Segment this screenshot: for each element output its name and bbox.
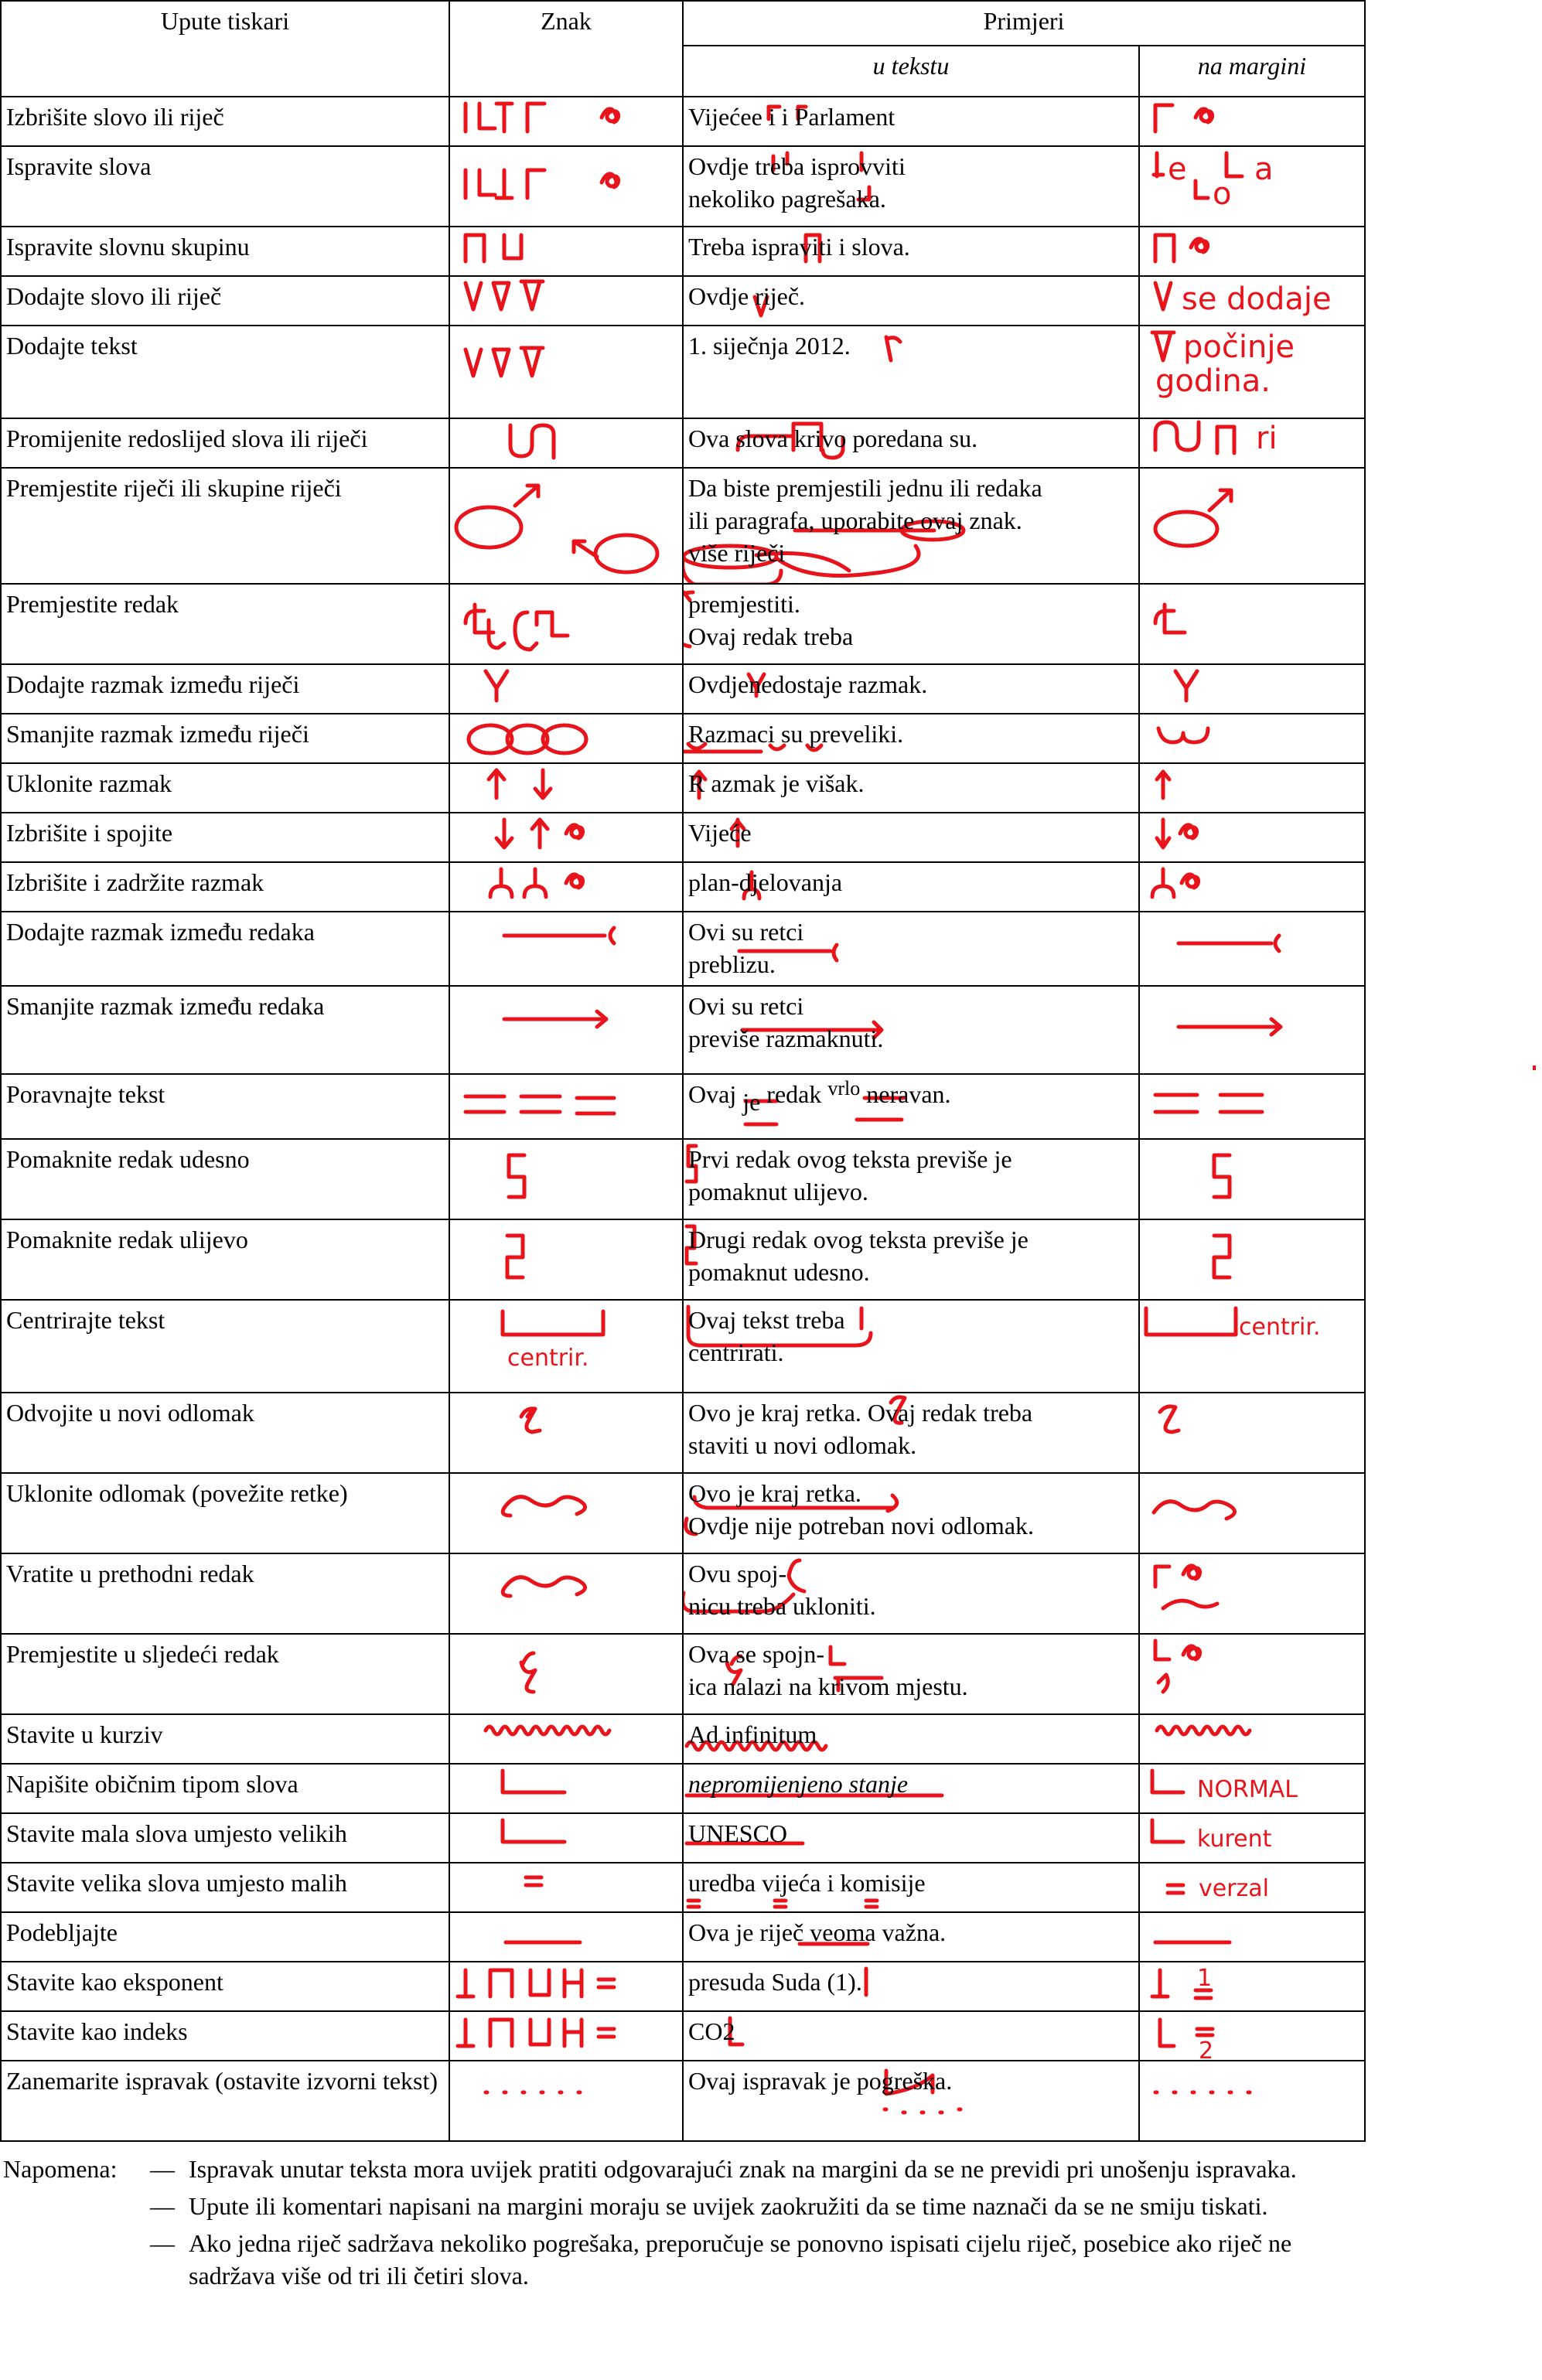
- example-in-margin-mark-icon: [1139, 1473, 1365, 1553]
- instruction-cell: Zanemarite ispravak (ostavite izvorni tekst): [1, 2061, 449, 2141]
- instruction-cell: Pomaknite redak udesno: [1, 1139, 449, 1219]
- instruction-cell: Dodajte razmak između redaka: [1, 912, 449, 986]
- note-item: [0, 2190, 1361, 2222]
- sign-mark-icon: [449, 1764, 683, 1813]
- instruction-cell: Stavite kao eksponent: [1, 1962, 449, 2011]
- mark-row: [1, 1473, 1365, 1553]
- example-in-text-cell: [683, 2011, 1139, 2061]
- sign-mark-icon: [449, 227, 683, 276]
- example-line: CO2: [688, 2017, 735, 2045]
- sign-mark-icon: [449, 146, 683, 227]
- example-in-margin-mark-icon: [1139, 468, 1365, 584]
- instruction-cell: Centrirajte tekst: [1, 1300, 449, 1393]
- example-in-margin-mark-icon: [1139, 1074, 1365, 1139]
- instruction-cell: Stavite mala slova umjesto velikih: [1, 1813, 449, 1863]
- instruction-cell: Stavite u kurziv: [1, 1714, 449, 1764]
- mark-row: [1, 1139, 1365, 1219]
- mark-row: [1, 418, 1365, 468]
- example-in-text-cell: [683, 1634, 1139, 1714]
- example-in-margin-mark-icon: [1139, 1764, 1365, 1813]
- example-line: Ovdje nije potreban novi odlomak.: [688, 1512, 1035, 1539]
- mark-row: [1, 1219, 1365, 1300]
- example-line: Ovo je kraj retka. Ovaj redak treba: [688, 1399, 1033, 1427]
- example-line: preblizu.: [688, 950, 776, 978]
- example-in-text-cell: [683, 468, 1139, 584]
- instruction-cell: Poravnajte tekst: [1, 1074, 449, 1139]
- example-line: više riječi: [688, 539, 786, 567]
- mark-row: [1, 714, 1365, 763]
- handwritten-annotation: ri: [1256, 421, 1278, 456]
- sign-mark-icon: [449, 1219, 683, 1300]
- example-in-text-cell: [683, 763, 1139, 813]
- instruction-cell: Ispravite slovnu skupinu: [1, 227, 449, 276]
- example-in-text-cell: Ovaj je redak $^{vrlo}$ neravan.: [683, 1074, 1139, 1139]
- example-in-margin-mark-icon: [1139, 1912, 1365, 1962]
- example-in-text-cell: [683, 813, 1139, 862]
- sign-mark-icon: [449, 714, 683, 763]
- example-line: Ovi su retci: [688, 992, 804, 1020]
- sign-mark-icon: [449, 1473, 683, 1553]
- example-in-margin-mark-icon: [1139, 1553, 1365, 1634]
- example-line: Ovu spoj-: [688, 1560, 787, 1587]
- mark-row: [1, 1714, 1365, 1764]
- example-line: pomaknut ulijevo.: [688, 1178, 868, 1205]
- example-in-text-cell: [683, 1553, 1139, 1634]
- example-line: Prvi redak ovog teksta previše je: [688, 1145, 1012, 1173]
- notes-label: Napomena:: [3, 2155, 118, 2183]
- example-in-margin-mark-icon: [1139, 714, 1365, 763]
- sign-mark-icon: [449, 1139, 683, 1219]
- note-dash: —: [150, 2192, 175, 2220]
- example-in-text-cell: [683, 1139, 1139, 1219]
- mark-row: [1, 326, 1365, 418]
- example-in-margin-mark-icon: [1139, 146, 1365, 227]
- handwritten-annotation: se dodaje: [1182, 281, 1332, 317]
- instruction-cell: Dodajte tekst: [1, 326, 449, 418]
- example-in-margin-mark-icon: [1139, 1139, 1365, 1219]
- example-line: pomaknut udesno.: [688, 1258, 870, 1286]
- example-in-margin-mark-icon: [1139, 326, 1365, 418]
- example-in-text-cell: [683, 326, 1139, 418]
- example-in-text-cell: [683, 1863, 1139, 1912]
- example-line: UNESCO: [688, 1819, 788, 1847]
- instruction-cell: Premjestite u sljedeći redak: [1, 1634, 449, 1714]
- header-instructions: Upute tiskari: [1, 1, 449, 97]
- example-in-text-cell: [683, 862, 1139, 912]
- header-examples: Primjeri: [683, 1, 1365, 46]
- mark-row: [1, 1912, 1365, 1962]
- example-in-text-cell: [683, 227, 1139, 276]
- example-in-text-cell: [683, 1473, 1139, 1553]
- example-in-margin-mark-icon: [1139, 227, 1365, 276]
- instruction-cell: Premjestite redak: [1, 584, 449, 664]
- example-in-margin-mark-icon: [1139, 97, 1365, 146]
- example-line: Ovo je kraj retka.: [688, 1479, 861, 1507]
- example-in-text-cell: [683, 1219, 1139, 1300]
- example-in-text-cell: [683, 986, 1139, 1074]
- sign-mark-icon: [449, 326, 683, 418]
- example-line: presuda Suda (1).: [688, 1968, 862, 1996]
- example-in-text-cell: [683, 146, 1139, 227]
- example-in-text-cell: [683, 2061, 1139, 2141]
- instruction-cell: Uklonite razmak: [1, 763, 449, 813]
- instruction-cell: Stavite velika slova umjesto malih: [1, 1863, 449, 1912]
- header-in-text: u tekstu: [683, 46, 1139, 97]
- example-line: Drugi redak ovog teksta previše je: [688, 1226, 1029, 1253]
- mark-row: [1, 97, 1365, 146]
- example-line: nekoliko pagrešaka.: [688, 185, 886, 213]
- header-sign: Znak: [449, 1, 683, 97]
- mark-row: [1, 1634, 1365, 1714]
- example-in-margin-mark-icon: [1139, 1634, 1365, 1714]
- example-in-margin-mark-icon: [1139, 1219, 1365, 1300]
- example-line: plan-djelovanja: [688, 868, 843, 896]
- example-in-margin-mark-icon: [1139, 763, 1365, 813]
- sign-mark-icon: [449, 2011, 683, 2061]
- sign-mark-icon: [449, 418, 683, 468]
- example-line: uredba vijeća i komisije: [688, 1869, 926, 1897]
- example-line: Ovi su retci: [688, 918, 804, 946]
- example-line: nicu treba ukloniti.: [688, 1592, 876, 1620]
- example-in-text-cell: [683, 1912, 1139, 1962]
- handwritten-annotation: centrir.: [507, 1345, 589, 1372]
- example-line: Ad infinitum: [688, 1720, 817, 1748]
- example-in-margin-mark-icon: [1139, 664, 1365, 714]
- instruction-cell: Vratite u prethodni redak: [1, 1553, 449, 1634]
- instruction-cell: Dodajte razmak između riječi: [1, 664, 449, 714]
- example-in-text-cell: [683, 1764, 1139, 1813]
- mark-row: [1, 1393, 1365, 1473]
- example-line: R azmak je višak.: [688, 769, 865, 797]
- example-in-margin-mark-icon: [1139, 986, 1365, 1074]
- example-line: ili paragrafa, uporabite ovaj znak.: [688, 506, 1022, 534]
- instruction-cell: Smanjite razmak između redaka: [1, 986, 449, 1074]
- example-line: Ovdje treba isprovviti: [688, 152, 906, 180]
- mark-row: [1, 1300, 1365, 1393]
- instruction-cell: Odvojite u novi odlomak: [1, 1393, 449, 1473]
- sign-mark-icon: [449, 584, 683, 664]
- header-in-margin: na margini: [1139, 46, 1365, 97]
- instruction-cell: Izbrišite i spojite: [1, 813, 449, 862]
- example-line: Ova je riječ veoma važna.: [688, 1918, 947, 1946]
- handwritten-annotation: o: [1213, 176, 1232, 212]
- example-in-text-cell: [683, 1813, 1139, 1863]
- sign-mark-icon: [449, 862, 683, 912]
- note-text: Ispravak unutar teksta mora uvijek pratiti odgovarajući znak na margini da se ne previdi pri unošenju ispravaka.: [189, 2155, 1297, 2183]
- example-line: Ovaj ispravak je pogreška.: [688, 2067, 953, 2095]
- example-line: Vijeće: [688, 819, 752, 847]
- note-dash: —: [150, 2155, 175, 2183]
- example-line: Ovaj redak treba: [688, 622, 854, 650]
- instruction-cell: Premjestite riječi ili skupine riječi: [1, 468, 449, 584]
- handwritten-annotation: centrir.: [1239, 1314, 1321, 1341]
- notes: [0, 2153, 1361, 2296]
- example-in-text-cell: [683, 1962, 1139, 2011]
- note-text: Upute ili komentari napisani na margini moraju se uvijek zaokružiti da se time naznači da se ne smiju tiskati.: [189, 2192, 1268, 2220]
- example-line: Ovdjenedostaje razmak.: [688, 670, 928, 698]
- sign-mark-icon: [449, 1962, 683, 2011]
- mark-row: [1, 2061, 1365, 2141]
- sign-mark-icon: [449, 276, 683, 326]
- example-in-text-cell: [683, 912, 1139, 986]
- mark-row: [1, 276, 1365, 326]
- sign-mark-icon: [449, 1553, 683, 1634]
- example-line: 1. siječnja 2012.: [688, 332, 851, 360]
- sign-mark-icon: [449, 912, 683, 986]
- example-in-text-cell: [683, 584, 1139, 664]
- example-line: Ova slova krivo poredana su.: [688, 425, 978, 452]
- example-line: Vijećee i i Parlament: [688, 103, 896, 131]
- handwritten-annotation: verzal: [1199, 1875, 1270, 1902]
- sign-mark-icon: [449, 1813, 683, 1863]
- example-line: premjestiti.: [688, 590, 800, 618]
- mark-row: [1, 1962, 1365, 2011]
- example-in-margin-mark-icon: [1139, 418, 1365, 468]
- mark-row: [1, 584, 1365, 664]
- handwritten-annotation: godina.: [1155, 363, 1271, 399]
- mark-row: [1, 1074, 1365, 1139]
- mark-row: [1, 986, 1365, 1074]
- example-in-text-cell: [683, 1714, 1139, 1764]
- sign-mark-icon: [449, 1074, 683, 1139]
- handwritten-annotation: e: [1168, 152, 1187, 187]
- sign-mark-icon: [449, 763, 683, 813]
- sign-mark-icon: [449, 468, 683, 584]
- instruction-cell: Izbrišite slovo ili riječ: [1, 97, 449, 146]
- example-line: previše razmaknuti.: [688, 1025, 884, 1052]
- example-in-text-cell: [683, 714, 1139, 763]
- example-line: Ovaj tekst treba: [688, 1306, 845, 1334]
- sign-mark-icon: [449, 813, 683, 862]
- instruction-cell: Uklonite odlomak (povežite retke): [1, 1473, 449, 1553]
- example-in-margin-mark-icon: [1139, 276, 1365, 326]
- example-in-margin-mark-icon: [1139, 2011, 1365, 2065]
- example-in-margin-mark-icon: [1139, 1393, 1365, 1473]
- stray-red-mark: [1533, 1066, 1536, 1070]
- example-line: centrirati.: [688, 1338, 784, 1366]
- handwritten-annotation: a: [1254, 152, 1274, 187]
- instruction-cell: Izbrišite i zadržite razmak: [1, 862, 449, 912]
- example-in-margin-mark-icon: [1139, 1962, 1365, 2011]
- sign-mark-icon: [449, 1714, 683, 1764]
- instruction-cell: Smanjite razmak između riječi: [1, 714, 449, 763]
- example-in-margin-mark-icon: [1139, 912, 1365, 986]
- handwritten-annotation: kurent: [1197, 1826, 1272, 1853]
- instruction-cell: Promijenite redoslijed slova ili riječi: [1, 418, 449, 468]
- example-line: staviti u novi odlomak.: [688, 1431, 917, 1459]
- note-item: [0, 2153, 1361, 2185]
- example-in-text-cell: [683, 276, 1139, 326]
- example-line: Ovdje riječ.: [688, 282, 806, 310]
- example-in-text-cell: [683, 418, 1139, 468]
- example-in-margin-mark-icon: [1139, 862, 1365, 912]
- mark-row: [1, 664, 1365, 714]
- sign-mark-icon: [449, 97, 683, 146]
- instruction-cell: Ispravite slova: [1, 146, 449, 227]
- example-in-text-cell: [683, 1393, 1139, 1473]
- mark-row: [1, 146, 1365, 227]
- example-line: ica nalazi na krivom mjestu.: [688, 1672, 968, 1700]
- sign-mark-icon: [449, 1634, 683, 1714]
- note-dash: —: [150, 2229, 175, 2257]
- mark-row: [1, 862, 1365, 912]
- mark-row: [1, 1813, 1365, 1863]
- mark-row: [1, 763, 1365, 813]
- sign-mark-icon: [449, 1300, 683, 1393]
- note-item: [0, 2227, 1361, 2292]
- note-text: Ako jedna riječ sadržava nekoliko pogrešaka, preporučuje se ponovno ispisati cijelu riječ, posebice ako riječ ne sadržava više od tri ili četiri slova.: [189, 2229, 1292, 2290]
- example-line: Ova se spojn-: [688, 1640, 824, 1668]
- example-in-margin-mark-icon: [1139, 2061, 1365, 2141]
- example-line: nepromijenjeno stanje: [688, 1770, 909, 1798]
- example-in-margin-mark-icon: [1139, 1813, 1365, 1863]
- mark-row: [1, 468, 1365, 584]
- mark-row: [1, 1764, 1365, 1813]
- instruction-cell: Napišite običnim tipom slova: [1, 1764, 449, 1813]
- instruction-cell: Podebljajte: [1, 1912, 449, 1962]
- sign-mark-icon: [449, 1912, 683, 1962]
- example-line: Treba ispraviti i slova.: [688, 233, 910, 261]
- example-in-margin-mark-icon: [1139, 1863, 1365, 1912]
- mark-row: [1, 227, 1365, 276]
- example-in-text-cell: [683, 97, 1139, 146]
- handwritten-annotation: 1: [1197, 1965, 1213, 1992]
- handwritten-annotation: NORMAL: [1197, 1776, 1298, 1803]
- sign-mark-icon: [449, 1393, 683, 1473]
- instruction-cell: Dodajte slovo ili riječ: [1, 276, 449, 326]
- example-in-text-cell: [683, 1300, 1139, 1393]
- example-in-margin-mark-icon: [1139, 1300, 1365, 1393]
- mark-row: [1, 813, 1365, 862]
- mark-row: [1, 1553, 1365, 1634]
- mark-row: [1, 912, 1365, 986]
- handwritten-annotation: počinje: [1183, 329, 1295, 365]
- sign-mark-icon: [449, 2061, 683, 2141]
- mark-row: [1, 1863, 1365, 1912]
- mark-row: [1, 2011, 1365, 2061]
- example-line: Da biste premjestili jednu ili redaka: [688, 474, 1042, 502]
- example-line: Razmaci su preveliki.: [688, 720, 904, 748]
- example-in-margin-mark-icon: [1139, 813, 1365, 862]
- handwritten-annotation: 2: [1199, 2037, 1214, 2065]
- instruction-cell: Stavite kao indeks: [1, 2011, 449, 2061]
- sign-mark-icon: [449, 1863, 683, 1912]
- sign-mark-icon: [449, 986, 683, 1074]
- example-in-margin-mark-icon: [1139, 584, 1365, 664]
- instruction-cell: Pomaknite redak ulijevo: [1, 1219, 449, 1300]
- sign-mark-icon: [449, 664, 683, 714]
- example-in-margin-mark-icon: [1139, 1714, 1365, 1764]
- example-in-text-cell: [683, 664, 1139, 714]
